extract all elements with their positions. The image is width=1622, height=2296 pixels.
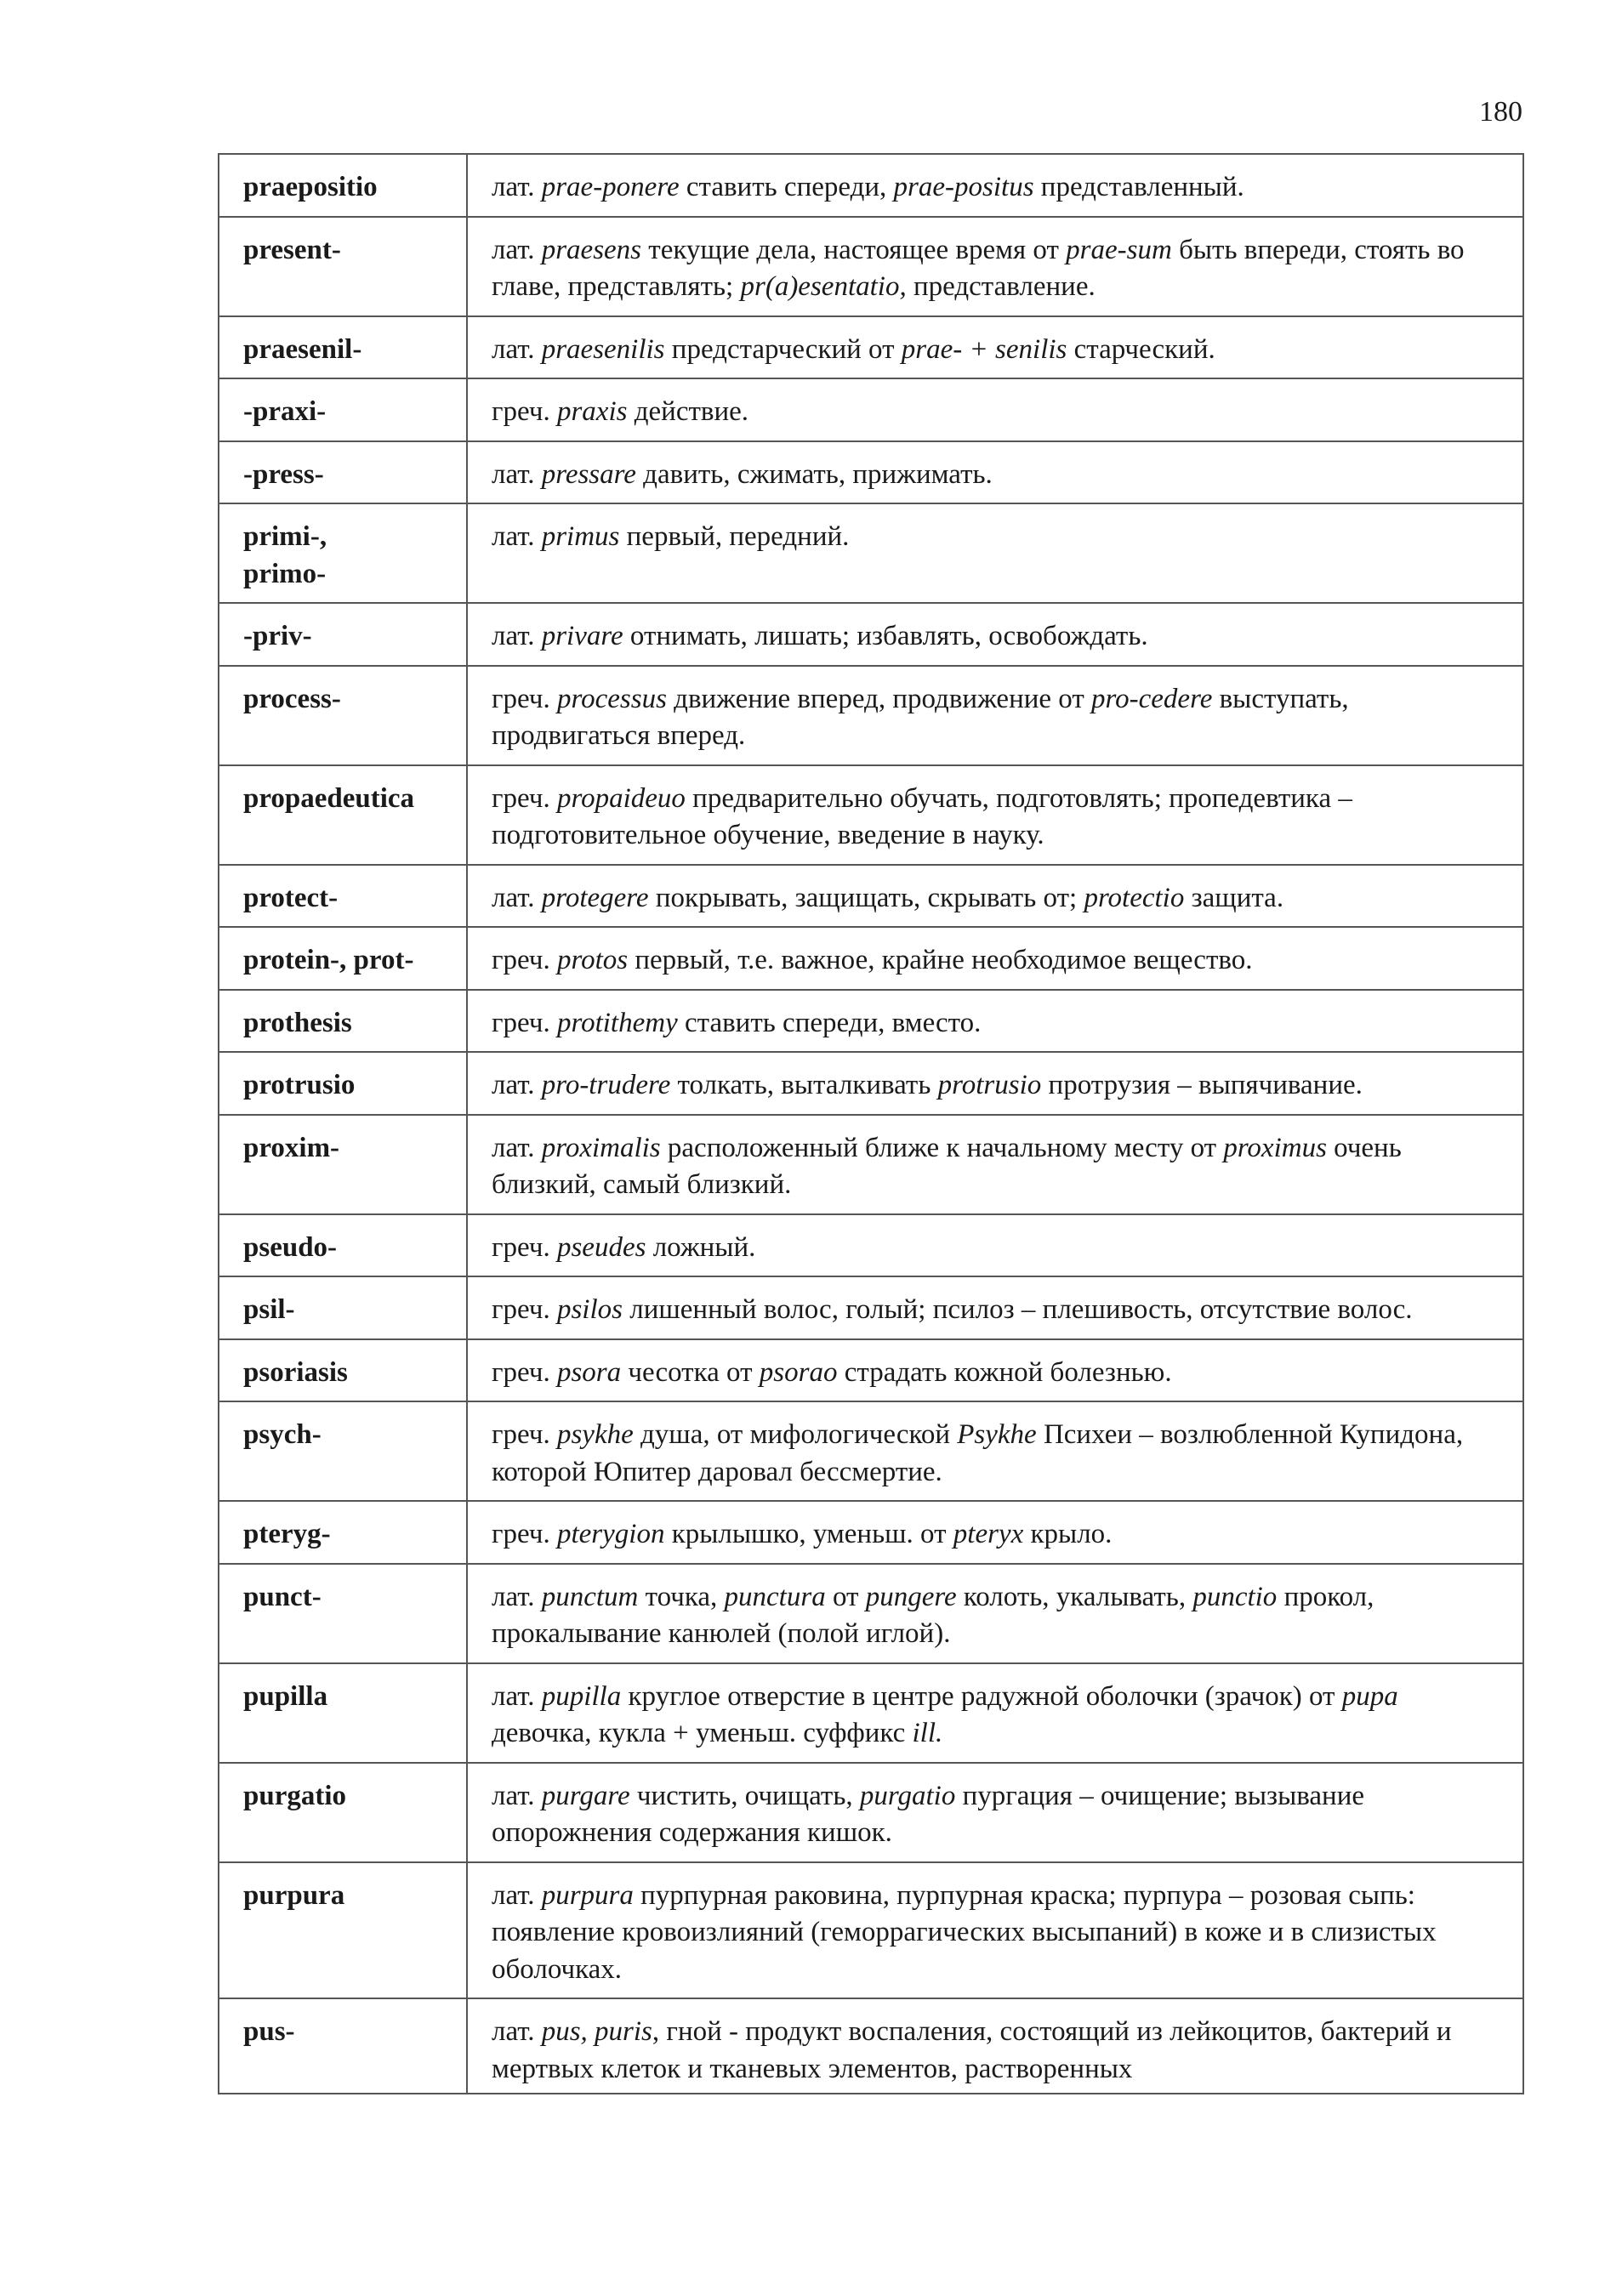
term-text: protect- xyxy=(243,882,339,913)
definition-text: представление. xyxy=(906,271,1096,302)
term-cell xyxy=(219,865,467,928)
term-cell xyxy=(219,1401,467,1501)
glossary-table xyxy=(218,153,1524,2094)
definition-text: точка, xyxy=(638,1581,725,1612)
definition-cell xyxy=(467,603,1523,666)
definition-text: лат. xyxy=(492,1780,542,1811)
term-cell xyxy=(219,441,467,504)
term-cell xyxy=(219,1339,467,1402)
definition-etymon: privare xyxy=(541,621,623,651)
definition-etymon: punctum xyxy=(541,1581,639,1612)
term-cell xyxy=(219,927,467,990)
glossary-row xyxy=(219,990,1523,1053)
glossary-row xyxy=(219,666,1523,765)
term-cell xyxy=(219,1501,467,1564)
definition-text: лат. xyxy=(492,1879,542,1911)
definition-text: расположенный ближе к начальному месту от xyxy=(660,1132,1224,1163)
definition-etymon: protos xyxy=(556,945,629,975)
definition-cell xyxy=(467,1214,1523,1277)
definition-cell xyxy=(467,1862,1523,1999)
definition-text: Психеи – возлюбленной Купидона, которой Юпитер даровал бессмертие. xyxy=(492,1419,1464,1487)
term-text: pteryg- xyxy=(243,1519,331,1549)
definition-cell xyxy=(467,1115,1523,1214)
term-text: primo- xyxy=(243,558,327,589)
glossary-row xyxy=(219,1115,1523,1214)
term-text: purgatio xyxy=(243,1780,347,1811)
definition-etymon: praesenilis xyxy=(541,333,665,365)
glossary-row xyxy=(219,865,1523,928)
glossary-row xyxy=(219,1862,1523,1999)
term-cell xyxy=(219,1763,467,1862)
definition-text: колоть, укалывать, xyxy=(956,1581,1193,1612)
definition-etymon: praxis xyxy=(556,396,628,427)
definition-text: лат. xyxy=(492,1680,542,1712)
definition-etymon: propaideuo xyxy=(556,782,686,814)
definition-text: лат. xyxy=(492,333,542,365)
term-cell xyxy=(219,1564,467,1663)
term-cell xyxy=(219,1276,467,1339)
definition-text: греч. xyxy=(492,1519,557,1549)
definition-text: ставить спереди, xyxy=(679,172,894,202)
definition-text: текущие дела, настоящее время от xyxy=(641,234,1067,265)
glossary-row xyxy=(219,1339,1523,1402)
term-cell xyxy=(219,1663,467,1763)
definition-etymon: psorao xyxy=(759,1356,838,1388)
definition-text: лат. xyxy=(492,1132,542,1163)
definition-etymon: pro-trudere xyxy=(541,1070,671,1100)
definition-text: прокол, прокалывание канюлей (полой иглой). xyxy=(492,1581,1374,1649)
glossary-row xyxy=(219,1401,1523,1501)
definition-etymon: pteryx xyxy=(953,1519,1024,1549)
definition-etymon: psora xyxy=(556,1356,622,1388)
definition-text: покрывать, защищать, скрывать от; xyxy=(648,882,1084,913)
definition-text: греч. xyxy=(492,1007,557,1038)
definition-text: греч. xyxy=(492,683,557,714)
definition-etymon: primus xyxy=(541,521,620,552)
definition-text: страдать кожной болезнью. xyxy=(837,1356,1172,1388)
definition-cell xyxy=(467,765,1523,865)
definition-text: предстарческий от xyxy=(664,333,902,365)
definition-etymon: purgatio xyxy=(859,1780,956,1811)
term-cell xyxy=(219,603,467,666)
definition-text: греч. xyxy=(492,1419,557,1450)
term-cell xyxy=(219,154,467,217)
definition-text: первый, т.е. важное, крайне необходимое вещество. xyxy=(628,945,1253,975)
definition-text: греч. xyxy=(492,945,557,975)
definition-etymon: prae-sum xyxy=(1066,234,1172,265)
definition-text: толкать, выталкивать xyxy=(670,1070,938,1100)
definition-etymon: pseudes xyxy=(556,1231,646,1263)
definition-etymon: pus, puris xyxy=(541,2016,652,2047)
term-cell xyxy=(219,378,467,441)
definition-etymon: psykhe xyxy=(556,1419,634,1450)
definition-text: ставить спереди, вместо. xyxy=(677,1007,982,1038)
definition-etymon: processus xyxy=(556,683,667,714)
definition-text: лат. xyxy=(492,1581,542,1612)
definition-text: ложный. xyxy=(646,1231,756,1263)
glossary-row xyxy=(219,217,1523,316)
definition-text: крылышко, уменьш. от xyxy=(664,1519,953,1549)
definition-text: выступать, продвигаться вперед. xyxy=(492,683,1349,751)
term-text: purpura xyxy=(243,1879,345,1911)
definition-etymon: protithemy xyxy=(556,1007,678,1038)
glossary-row xyxy=(219,1663,1523,1763)
glossary-row xyxy=(219,1763,1523,1862)
definition-etymon: ill. xyxy=(912,1718,943,1748)
term-text: psoriasis xyxy=(243,1356,348,1388)
definition-cell xyxy=(467,154,1523,217)
glossary-row xyxy=(219,1276,1523,1339)
definition-etymon: pungere xyxy=(865,1581,957,1612)
definition-text: греч. xyxy=(492,1294,557,1325)
definition-etymon: protegere xyxy=(541,882,649,913)
term-text: present- xyxy=(243,234,341,265)
definition-etymon: proximus xyxy=(1223,1132,1327,1163)
definition-cell xyxy=(467,865,1523,928)
definition-text: защита. xyxy=(1184,882,1284,913)
definition-text: чистить, очищать, xyxy=(629,1780,860,1811)
glossary-row xyxy=(219,1052,1523,1115)
term-text: -press- xyxy=(243,458,324,490)
definition-cell xyxy=(467,1564,1523,1663)
term-text: pus- xyxy=(243,2016,295,2047)
definition-text: лат. xyxy=(492,234,542,265)
definition-etymon: pr(a)esentatio, xyxy=(740,271,907,302)
definition-text: протрузия – выпячивание. xyxy=(1041,1070,1363,1100)
glossary-row xyxy=(219,1501,1523,1564)
term-text: pseudo- xyxy=(243,1231,338,1263)
definition-text: девочка, кукла + уменьш. суффикс xyxy=(492,1718,913,1748)
definition-text: лат. xyxy=(492,1070,542,1100)
definition-text: старческий. xyxy=(1067,333,1215,365)
definition-cell xyxy=(467,1401,1523,1501)
glossary-row xyxy=(219,441,1523,504)
definition-text: движение вперед, продвижение от xyxy=(666,683,1092,714)
glossary-row xyxy=(219,1998,1523,2094)
definition-etymon: psilos xyxy=(556,1294,623,1325)
term-cell xyxy=(219,503,467,603)
definition-cell xyxy=(467,378,1523,441)
glossary-row xyxy=(219,316,1523,379)
definition-text: чесотка от xyxy=(621,1356,760,1388)
glossary-row xyxy=(219,927,1523,990)
glossary-row xyxy=(219,503,1523,603)
definition-text: пурпурная раковина, пурпурная краска; пурпура – розовая сыпь: появление кровоизлияний (геморрагических высыпаний) в коже и в слизистых оболочках. xyxy=(492,1879,1437,1985)
term-text: pupilla xyxy=(243,1680,328,1712)
glossary-row xyxy=(219,1214,1523,1277)
definition-text: представленный. xyxy=(1033,172,1244,202)
definition-etymon: punctura xyxy=(724,1581,826,1612)
term-text: propaedeutica xyxy=(243,782,415,814)
term-text: proxim- xyxy=(243,1132,340,1163)
definition-cell xyxy=(467,441,1523,504)
definition-text: первый, передний. xyxy=(619,521,850,552)
term-text: psil- xyxy=(243,1294,295,1325)
term-cell xyxy=(219,666,467,765)
glossary-row xyxy=(219,765,1523,865)
definition-text: , гной - продукт воспаления, состоящий из лейкоцитов, бактерий и мертвых клеток и тканевых элементов, растворенных xyxy=(492,2016,1452,2084)
term-cell xyxy=(219,990,467,1053)
glossary-body xyxy=(219,154,1523,2094)
glossary-row xyxy=(219,154,1523,217)
term-text: praesenil- xyxy=(243,333,362,365)
definition-text: греч. xyxy=(492,1356,557,1388)
definition-etymon: pupilla xyxy=(541,1680,622,1712)
definition-cell xyxy=(467,1276,1523,1339)
definition-etymon: pro-cedere xyxy=(1091,683,1213,714)
glossary-row xyxy=(219,603,1523,666)
definition-text: лат. xyxy=(492,521,542,552)
definition-etymon: prae-ponere xyxy=(541,172,680,202)
definition-etymon: prae-positus xyxy=(893,172,1034,202)
definition-text: лат. xyxy=(492,882,542,913)
definition-cell xyxy=(467,217,1523,316)
definition-text: душа, от мифологической xyxy=(633,1419,958,1450)
definition-text: греч. xyxy=(492,782,557,814)
definition-text: лат. xyxy=(492,458,542,490)
term-text: protein-, prot- xyxy=(243,945,414,975)
term-cell xyxy=(219,1214,467,1277)
definition-text: отнимать, лишать; избавлять, освобождать. xyxy=(623,621,1148,651)
definition-etymon: protectio xyxy=(1084,882,1185,913)
term-text: punct- xyxy=(243,1581,322,1612)
definition-text: лишенный волос, голый; псилоз – плешивость, отсутствие волос. xyxy=(623,1294,1413,1325)
glossary-row xyxy=(219,1564,1523,1663)
definition-text: быть впереди, стоять во главе, представлять; xyxy=(492,234,1465,302)
term-cell xyxy=(219,316,467,379)
definition-cell xyxy=(467,503,1523,603)
page-number: 180 xyxy=(1479,96,1522,128)
definition-text: от xyxy=(825,1581,866,1612)
term-cell xyxy=(219,1052,467,1115)
definition-etymon: pressare xyxy=(541,458,636,490)
definition-etymon: punctio xyxy=(1192,1581,1278,1612)
definition-text: пургация – очищение; вызывание опорожнения содержания кишок. xyxy=(492,1780,1365,1848)
definition-text: лат. xyxy=(492,621,542,651)
term-text: process- xyxy=(243,683,341,714)
definition-text: лат. xyxy=(492,172,542,202)
definition-text: очень близкий, самый близкий. xyxy=(492,1132,1402,1200)
term-text: -praxi- xyxy=(243,396,327,427)
definition-etymon: pterygion xyxy=(556,1519,665,1549)
definition-cell xyxy=(467,316,1523,379)
definition-etymon: proximalis xyxy=(541,1132,661,1163)
definition-cell xyxy=(467,1998,1523,2094)
definition-text: лат. xyxy=(492,2016,542,2047)
term-cell xyxy=(219,765,467,865)
definition-etymon: purgare xyxy=(541,1780,630,1811)
definition-cell xyxy=(467,927,1523,990)
definition-cell xyxy=(467,1501,1523,1564)
definition-text: давить, сжимать, прижимать. xyxy=(635,458,993,490)
term-text: prothesis xyxy=(243,1007,352,1038)
definition-etymon: prae- + senilis xyxy=(901,333,1067,365)
definition-text: греч. xyxy=(492,1231,557,1263)
definition-cell xyxy=(467,1763,1523,1862)
definition-text: греч. xyxy=(492,396,557,427)
definition-cell xyxy=(467,1663,1523,1763)
term-text: protrusio xyxy=(243,1070,356,1100)
definition-text: действие. xyxy=(627,396,749,427)
term-text: -priv- xyxy=(243,621,312,651)
definition-etymon: protrusio xyxy=(937,1070,1042,1100)
definition-text: предварительно обучать, подготовлять; пропедевтика – подготовительное обучение, введение в науку. xyxy=(492,782,1352,850)
definition-etymon: praesens xyxy=(541,234,642,265)
term-cell xyxy=(219,1862,467,1999)
term-text: praepositio xyxy=(243,172,378,202)
term-text: primi-, xyxy=(243,521,327,552)
definition-text: круглое отверстие в центре радужной оболочки (зрачок) от xyxy=(621,1680,1342,1712)
term-cell xyxy=(219,1115,467,1214)
definition-cell xyxy=(467,666,1523,765)
definition-text: крыло. xyxy=(1023,1519,1113,1549)
definition-cell xyxy=(467,1339,1523,1402)
glossary-row xyxy=(219,378,1523,441)
definition-etymon: pupa xyxy=(1341,1680,1398,1712)
definition-cell xyxy=(467,1052,1523,1115)
definition-etymon: Psykhe xyxy=(957,1419,1037,1450)
definition-etymon: purpura xyxy=(541,1879,634,1911)
term-text: psych- xyxy=(243,1419,322,1450)
term-cell xyxy=(219,1998,467,2094)
term-cell xyxy=(219,217,467,316)
definition-cell xyxy=(467,990,1523,1053)
